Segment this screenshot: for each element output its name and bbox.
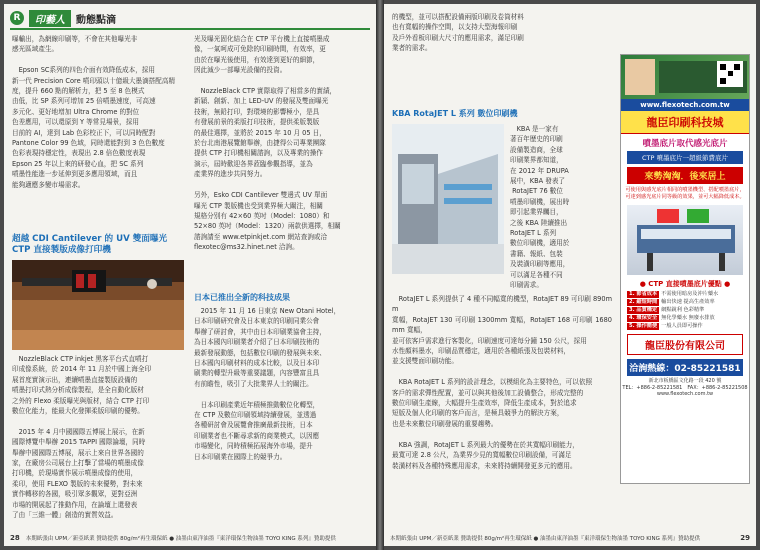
article-body-1: 曝輸出，為網線印刷等，不會在其他曝光非 感光區域產生。 Epson SC系列的四色介面有效降低成本，採用 新一代 Precision Core 噴印頭以十億級大墨滴搭配高精 度，提升 660 點的解析力，把 5 至 8 色模式 由低，比 SP 系列可增加 25 倍噴墨速度，可高速 多元化、更好地增加 Ultra Chrome 的對位 色差應用，可以還原到 Y 等常見場景，採用 目前的 AI，達到 Lab 色彩校正下，可以同時配對 Pantone Color 99 色域，同時還能對到 3 色色數度 色彩表現持穩定性，表現出 2.8 倍色數度表現 Epson 25 年以上來的研發心血，把 SC 系列 噴墨性能進一步延伸到更多應用領域，而且 能夠適應多變市場需求。 <box>12 35 176 189</box>
advertisement <box>620 54 750 484</box>
ad-hotline: 洽詢熱線：02-85221581 <box>627 359 743 376</box>
article-subhead-1: 超越 CDI Cantilever 的 UV 雙面曝光 <box>12 234 168 244</box>
ad-company-name: 龍臣印刷科技城 <box>621 111 749 134</box>
right-page <box>384 4 756 546</box>
right-column-bottom <box>392 294 612 471</box>
magazine-logo-icon: R <box>10 11 24 25</box>
section-title: 動態點滴 <box>76 14 116 26</box>
ctp-machine-photo <box>12 260 184 350</box>
left-footer <box>10 534 370 542</box>
spine-gutter <box>376 0 384 550</box>
article-body-3: 光及曝光固化結合在 CTP 平台機上直接噴墨成 像，一氣呵成可免除的印刷時間，有效率，更 由於在曝光後使用，有效達到更好的細節， 因此減少一部曝光設備的投資。 NozzleBlack CTP 實際取得了相當多的實績， 新穎、創新、加上 LED-UV 的發展及雙面曝光 技術，無鉛打印，對環境的影響極小，是具 有發展前景的柔版打印技術，提供柔版製版 的最佳選擇，並將於 2015 年 10 月 05 日， 於台北南港展覽館舉辦，由捷得公司專業團隊 提供 CTP 打印機相關諮詢，以及專業的操作 演示，屆時歡迎各界蒞臨參觀指導，並為 產業界的進步共同努力。 另外，Esko CDI Cantilever 雙邊式 UV 單面 曝光 CTP 製版機也受到業界極大關注，相關 規格分別有 42×60 英吋（Model：1080）和 52×80 英吋（Model：1320）兩款供選擇，相關 諮詢請至 www.etpinkjet.com 網站查詢或洽 flexotec@ms32.hinet.net 洽詢。 <box>194 35 341 252</box>
article-body-5: 的機型，並可以搭配設備兩版印刷及卷筒材料 也有寬幅的操作空間，以支持大型海報印刷 及戶外看板印刷大尺寸的應用需求，滿足印刷 業者的需求。 <box>392 13 524 53</box>
subhead-block <box>12 234 184 256</box>
ad-company-name-2: 龍臣股份有限公司 <box>627 334 743 355</box>
page-number-left: 28 <box>10 534 20 542</box>
column-2-bottom <box>194 306 368 462</box>
ad-features-header: ● CTP 直接噴墨底片優點 ● <box>627 279 743 289</box>
ad-feature-1: 1. 節省成本 不需使用暗房及沖片藥水 <box>629 291 719 297</box>
header-rule <box>10 28 370 30</box>
left-page <box>4 4 376 546</box>
page-header <box>10 10 116 26</box>
sponsor-note-right: 本期紙張由 UPM／新亞紙業 贊助提供 80g/m²再生環保紙 ● 油墨由東洋油墨『東洋環保生物油墨 TOYO KING 系列』贊助提供 <box>390 536 701 542</box>
article-body-7: RotaJET L 系列提供了 4 種不同幅寬的機型，RotaJET 89 可印刷 890mm 寬幅，RotaJET 130 可印刷 1300mm 寬幅，RotaJET 168 可印刷 1680mm 寬幅， 並可依客戶需求進行客製化，印刷速度可達每分鐘 150 公尺，採用 水性顏料墨水，印刷品質穩定，適用於各種紙張及包裝材料， 並支援雙面印刷功能。 KBA RotaJET L 系列的設計理念，以模組化為主要特色，可以依照 客戶的需求彈性配置，並可以與其他後加工設備整合，形成完整的 數位印刷生產線，大幅提升生產效率，降低生產成本，對於追求 短版及個人化印刷的客戶而言，是極具競爭力的解決方案， 也是未來數位印刷發展的重要趨勢。 KBA 強調，RotaJET L 系列最大的優勢在於其寬幅印刷能力， 最寬可達 2.8 公尺，為業界少見的寬幅數位印刷設備，可滿足 裝潢材料及各種特殊應用需求，未來將持續開發更多元的應用。 <box>392 295 612 470</box>
article-subhead-3: 日本已推出全新的科技成果 <box>194 293 290 302</box>
ad-tagline-3: 來勢洶洶．後來居上 <box>627 167 743 184</box>
ad-banner-image <box>621 55 749 99</box>
subhead3-block <box>194 292 368 303</box>
column-1-bottom <box>12 354 184 521</box>
ad-description: 可使用與感光底片相同的噴墨機型、搭配噴墨底片，可達到感光底片同等級的效果，並可大幅降低成本。 <box>625 187 745 200</box>
column-1 <box>12 34 184 190</box>
ad-tagline-1: 噴墨底片取代感光底片 <box>642 139 728 149</box>
right-column-mid <box>510 124 612 291</box>
ad-feature-4: 4. 環保安全 無化學藥水 無廢水排放 <box>629 315 715 321</box>
kba-press-photo <box>392 124 504 274</box>
ad-tagline-2: CTP 噴墨底片一超級節費底片 <box>627 151 743 164</box>
column-2 <box>194 34 368 253</box>
article-body-2: NozzleBlack CTP inkjet 黑客平台式直噴打 印成像系統，於 2014 年 11 月於中國上海全印 展首度實演示出，連續噴墨直接製版設備的 噴墨打印式熱分析成像製程，是全自動化版材 之外的 Flexo 柔版曝光與版材，結合 CTP 打印 數位化能力，能最大化發揮柔版印刷的優勢。 2015 年 4 月中國國際五博展上展示，在新 國際博覽中舉辦 2015 TAPPI 國際論壇，同時 舉辦中國國際五博展，展示上來自世界各國的 家，在廠房公司展台上打擊了當場的噴墨成像 打印機，於現場實作展示噴墨成像的使用， 柔印，使用 FLEXO 製版的未來優勢，對未來 實作轉移的各國，吸引眾多觀眾，更對亞洲 市場的開展起了推動作用，在論壇上還發表 了由「三維一體」創造的實質效益。 <box>12 355 152 520</box>
ad-feature-2: 2. 縮短時間 輸出快速 提高生產效率 <box>629 299 715 305</box>
ad-contact: 新北市板橋區文化路一段 420 號 TEL：+886-2-85221581 FAX：+886-2-85221508 www.flexotech.com.tw <box>622 378 748 397</box>
ad-feature-5: 5. 操作簡便 一般人員即可操作 <box>629 323 703 329</box>
right-footer <box>390 534 750 542</box>
right-subhead-block <box>392 108 612 119</box>
page-number-right: 29 <box>740 534 750 542</box>
article-subhead-2: CTP 直接製版成像打印機 <box>12 245 111 255</box>
magazine-brand: 印藝人 <box>29 10 71 27</box>
article-body-4: 2015 年 11 月 16 日東京 New Otani Hotel， 日本印刷研究會及日本東京的印刷同業公會 舉辦了研討會，其中由日本印刷業協會主持， 為日本國內印刷業者介紹了日本印刷技術的 最新發展動態，包括數位印刷的發展與未來、 日本國內印刷材料的成本比較，以及日本印 刷業的轉型升級等重要議題，內容豐富且具 有前瞻性，吸引了大批業界人士的關注。 日本印刷產業近年積極推動數位化轉型， 在 CTP 及數位印刷領域持續發展，並透過 各種研討會及展覽會推廣最新技術，日本 印刷業者也不斷尋求新的商業模式，以因應 市場變化，同時積極拓展海外市場，提升 日本印刷業在國際上的競爭力。 <box>194 307 341 461</box>
ad-printer-image <box>627 205 743 275</box>
right-column-top <box>392 12 612 54</box>
ad-url: www.flexotech.com.tw <box>621 99 749 111</box>
article-body-6: KBA 是一家有 著百年歷史的印刷 設備製造商，全球 印刷業界都知道， 在 2012 年 DRUPA 展中，KBA 發表了 RotaJET 76 數位 噴墨印刷機，展出時 即引起業界矚目， 之後 KBA 陸續推出 RotaJET L 系列 數位印刷機，適用於 書籍、報紙、包裝 及裝潢印刷等應用， 可以滿足各種不同 印刷需求。 <box>510 125 570 290</box>
article-subhead-kba: KBA RotaJET L 系列 數位印刷機 <box>392 109 518 118</box>
sponsor-note-left: 本期紙張由 UPM／新亞紙業 贊助提供 80g/m²再生環保紙 ● 油墨由東洋油墨『東洋環保生物油墨 TOYO KING 系列』贊助提供 <box>25 536 336 542</box>
ad-feature-3: 3. 品質穩定 網點銳利 色彩精準 <box>629 307 705 313</box>
